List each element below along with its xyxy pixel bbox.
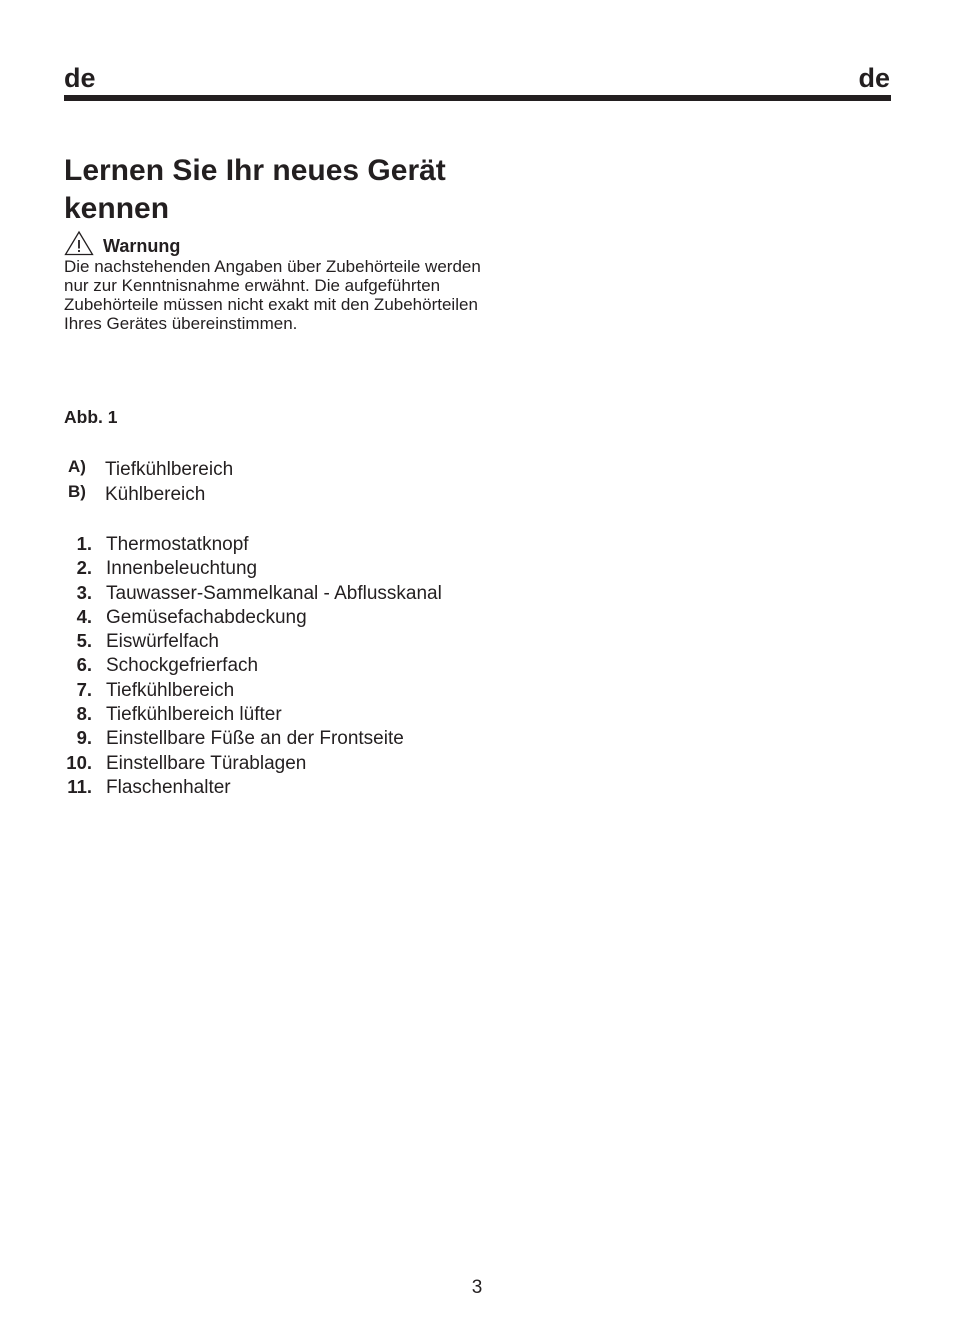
list-item	[64, 654, 442, 678]
part-label: Schockgefrierfach	[106, 655, 259, 677]
list-item	[64, 484, 233, 509]
part-number: 3.	[76, 581, 92, 603]
warning-text: Die nachstehenden Angaben über Zubehörteile werden nur zur Kenntnisnahme erwähnt. Die aufgeführten Zubehörteile müssen nicht exakt mit den Zubehörteilen Ihres Gerätes übereinstimmen.	[64, 257, 481, 333]
zone-list	[64, 459, 233, 509]
list-item	[64, 557, 442, 581]
part-label: Eiswürfelfach	[106, 631, 219, 653]
header-rule	[64, 95, 891, 101]
part-label: Flaschenhalter	[106, 776, 231, 798]
list-item	[64, 703, 442, 727]
figure-label: Abb. 1	[64, 407, 118, 427]
zone-label: Kühlbereich	[105, 484, 206, 505]
language-code-left: de	[64, 63, 96, 93]
warning-label: Warnung	[103, 236, 181, 256]
zone-label: Tiefkühlbereich	[105, 459, 234, 480]
part-number: 6.	[76, 654, 92, 676]
zone-key: B)	[68, 482, 86, 501]
part-number: 7.	[76, 678, 92, 700]
part-number: 1.	[76, 533, 92, 554]
part-number: 2.	[76, 557, 92, 579]
warning-triangle-icon	[64, 230, 94, 256]
page-number: 3	[471, 1277, 483, 1298]
list-item	[64, 533, 442, 557]
part-label: Tiefkühlbereich lüfter	[106, 704, 282, 726]
list-item	[64, 752, 442, 776]
list-item	[64, 606, 442, 630]
part-number: 5.	[76, 630, 92, 652]
part-number: 8.	[76, 703, 92, 725]
part-label: Einstellbare Türablagen	[106, 752, 307, 774]
part-label: Tiefkühlbereich	[106, 679, 235, 701]
list-item	[64, 679, 442, 703]
part-label: Gemüsefachabdeckung	[106, 606, 307, 628]
list-item	[64, 727, 442, 751]
list-item	[64, 776, 442, 800]
part-label: Innenbeleuchtung	[106, 558, 258, 580]
part-label: Einstellbare Füße an der Frontseite	[106, 728, 404, 750]
zone-key: A)	[68, 457, 86, 476]
warning-heading	[64, 230, 180, 256]
part-number: 11.	[67, 775, 92, 797]
section-title: Lernen Sie Ihr neues Gerät kennen	[64, 154, 446, 225]
language-code-right: de	[858, 63, 890, 93]
part-label: Thermostatknopf	[106, 534, 249, 555]
list-item	[64, 582, 442, 606]
part-number: 4.	[76, 605, 92, 627]
list-item	[64, 459, 233, 484]
part-number: 9.	[76, 727, 92, 749]
part-label: Tauwasser-Sammelkanal - Abflusskanal	[106, 582, 442, 604]
list-item	[64, 630, 442, 654]
parts-list	[64, 533, 442, 800]
part-number: 10.	[66, 751, 92, 773]
